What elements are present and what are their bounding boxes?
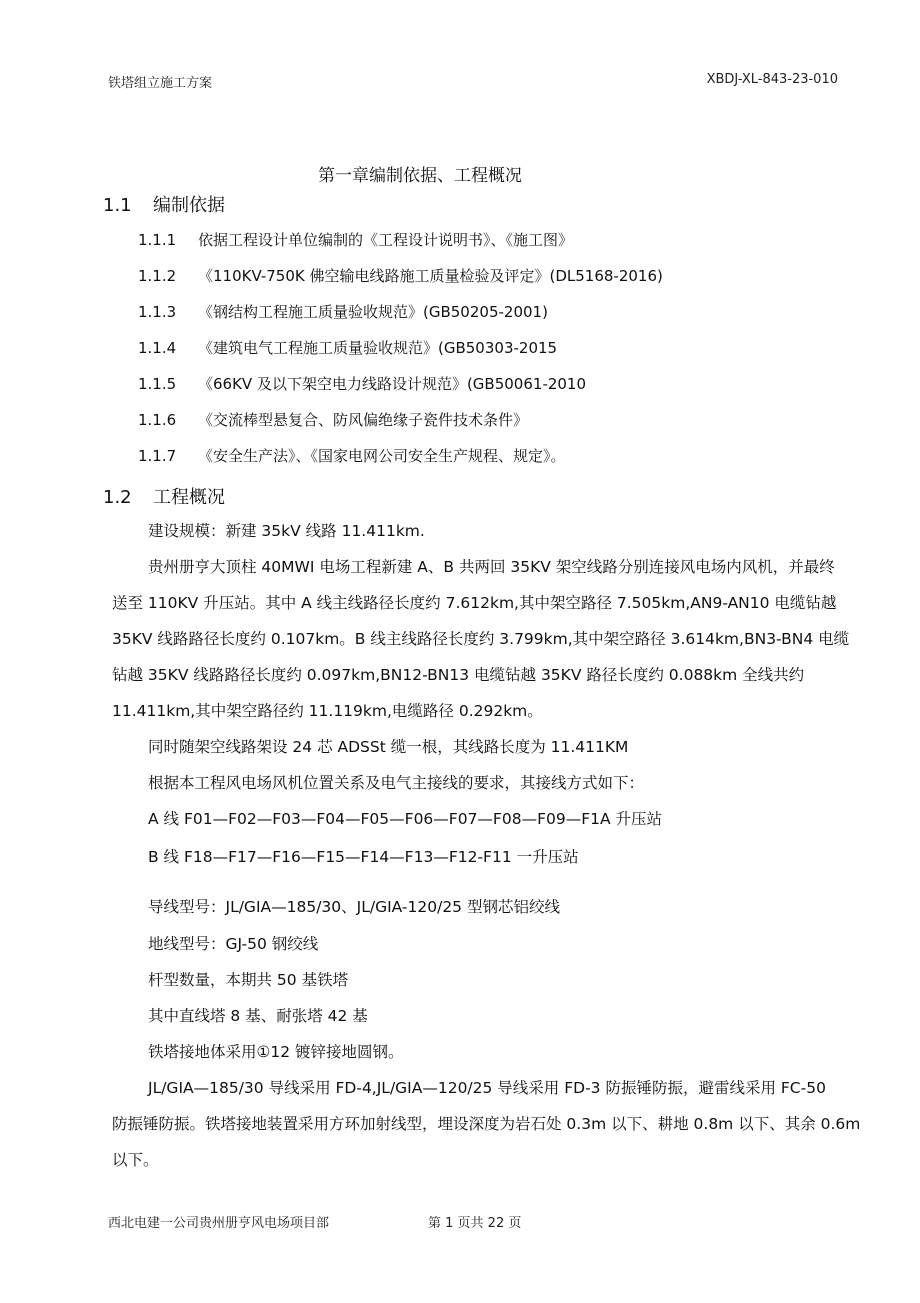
tower-count: 杆型数量，本期共 50 基铁塔 <box>148 971 349 989</box>
item-number: 1.1.4 <box>138 339 177 357</box>
header-doc-code: XBDJ-XL-843-23-010 <box>706 72 838 87</box>
list-item <box>138 445 566 466</box>
item-number: 1.1.3 <box>138 303 177 321</box>
paragraph-line: 钻越 35KV 线路路径长度约 0.097km,BN12-BN13 电缆钻越 35KV 路径长度约 0.088km 全线共约 <box>112 666 805 684</box>
item-text: 《安全生产法》、《国家电网公司安全生产规程、规定》。 <box>198 447 566 465</box>
ground-wire-type: 地线型号：GJ-50 钢绞线 <box>148 935 319 953</box>
section-title: 编制依据 <box>153 195 225 216</box>
paragraph-line: JL/GIA—185/30 导线采用 FD-4,JL/GIA—120/25 导线采用 FD-3 防振锤防振，避雷线采用 FC-50 <box>148 1079 826 1097</box>
wiring-line-a: A 线 F01—F02—F03—F04—F05—F06—F07—F08—F09—F1A 升压站 <box>148 810 663 828</box>
conductor-type: 导线型号：JL/GIA—185/30、JL/GIA-120/25 型钢芯铝绞线 <box>148 898 560 916</box>
section-1-2-heading <box>103 483 225 509</box>
item-number: 1.1.5 <box>138 375 177 393</box>
footer-company: 西北电建一公司贵州册亨风电场项目部 <box>108 1216 330 1231</box>
section-title: 工程概况 <box>153 487 225 508</box>
list-item <box>138 301 548 322</box>
paragraph-line: 送至 110KV 升压站。其中 A 线主线路径长度约 7.612km,其中架空路径 7.505km,AN9-AN10 电缆钻越 <box>112 594 837 612</box>
item-text: 依据工程设计单位编制的《工程设计说明书》、《施工图》 <box>198 231 574 249</box>
list-item <box>138 265 663 286</box>
paragraph-line: 防振锤防振。铁塔接地装置采用方环加射线型，埋设深度为岩石处 0.3m 以下、耕地 0.8m 以下、其余 0.6m <box>112 1115 861 1133</box>
item-text: 《建筑电气工程施工质量验收规范》(GB50303-2015 <box>198 339 558 357</box>
list-item <box>138 373 586 394</box>
item-text: 《交流棒型悬复合、防风偏绝缘子瓷件技术条件》 <box>198 411 529 429</box>
item-number: 1.1.7 <box>138 447 177 465</box>
list-item <box>138 409 528 430</box>
item-text: 《110KV-750K 佛空输电线路施工质量检验及评定》(DL5168-2016) <box>198 267 663 285</box>
tower-breakdown: 其中直线塔 8 基、耐张塔 42 基 <box>148 1007 368 1025</box>
paragraph-line: 以下。 <box>112 1151 159 1169</box>
list-item <box>138 337 557 358</box>
item-number: 1.1.1 <box>138 231 177 249</box>
section-number: 1.1 <box>103 195 132 216</box>
grounding-material: 铁塔接地体采用①12 镀锌接地圆钢。 <box>148 1043 404 1061</box>
chapter-title: 第一章编制依据、工程概况 <box>318 166 522 186</box>
header-doc-title: 铁塔组立施工方案 <box>108 76 213 91</box>
paragraph-line: 建设规模：新建 35kV 线路 11.411km. <box>148 522 425 540</box>
wiring-line-b: B 线 F18—F17—F16—F15—F14—F13—F12-F11 一升压站 <box>148 848 579 866</box>
page-number: 第 1 页共 22 页 <box>428 1216 522 1231</box>
section-1-1-heading <box>103 191 225 217</box>
item-text: 《66KV 及以下架空电力线路设计规范》(GB50061-2010 <box>198 375 587 393</box>
item-number: 1.1.6 <box>138 411 177 429</box>
paragraph-line: 35KV 线路路径长度约 0.107km。B 线主线路径长度约 3.799km,其中架空路径 3.614km,BN3-BN4 电缆 <box>112 630 850 648</box>
item-text: 《钢结构工程施工质量验收规范》(GB50205-2001) <box>198 303 548 321</box>
list-item <box>138 229 573 250</box>
item-number: 1.1.2 <box>138 267 177 285</box>
paragraph-line: 根据本工程风电场风机位置关系及电气主接线的要求，其接线方式如下： <box>148 774 645 792</box>
section-number: 1.2 <box>103 487 132 508</box>
paragraph-line: 同时随架空线路架设 24 芯 ADSSt 缆一根，其线路长度为 11.411KM <box>148 738 629 756</box>
paragraph-line: 贵州册亨大顶柱 40MWI 电场工程新建 A、B 共两回 35KV 架空线路分别连接风电场内风机，并最终 <box>148 558 835 576</box>
paragraph-line: 11.411km,其中架空路径约 11.119km,电缆路径 0.292km。 <box>112 702 543 720</box>
